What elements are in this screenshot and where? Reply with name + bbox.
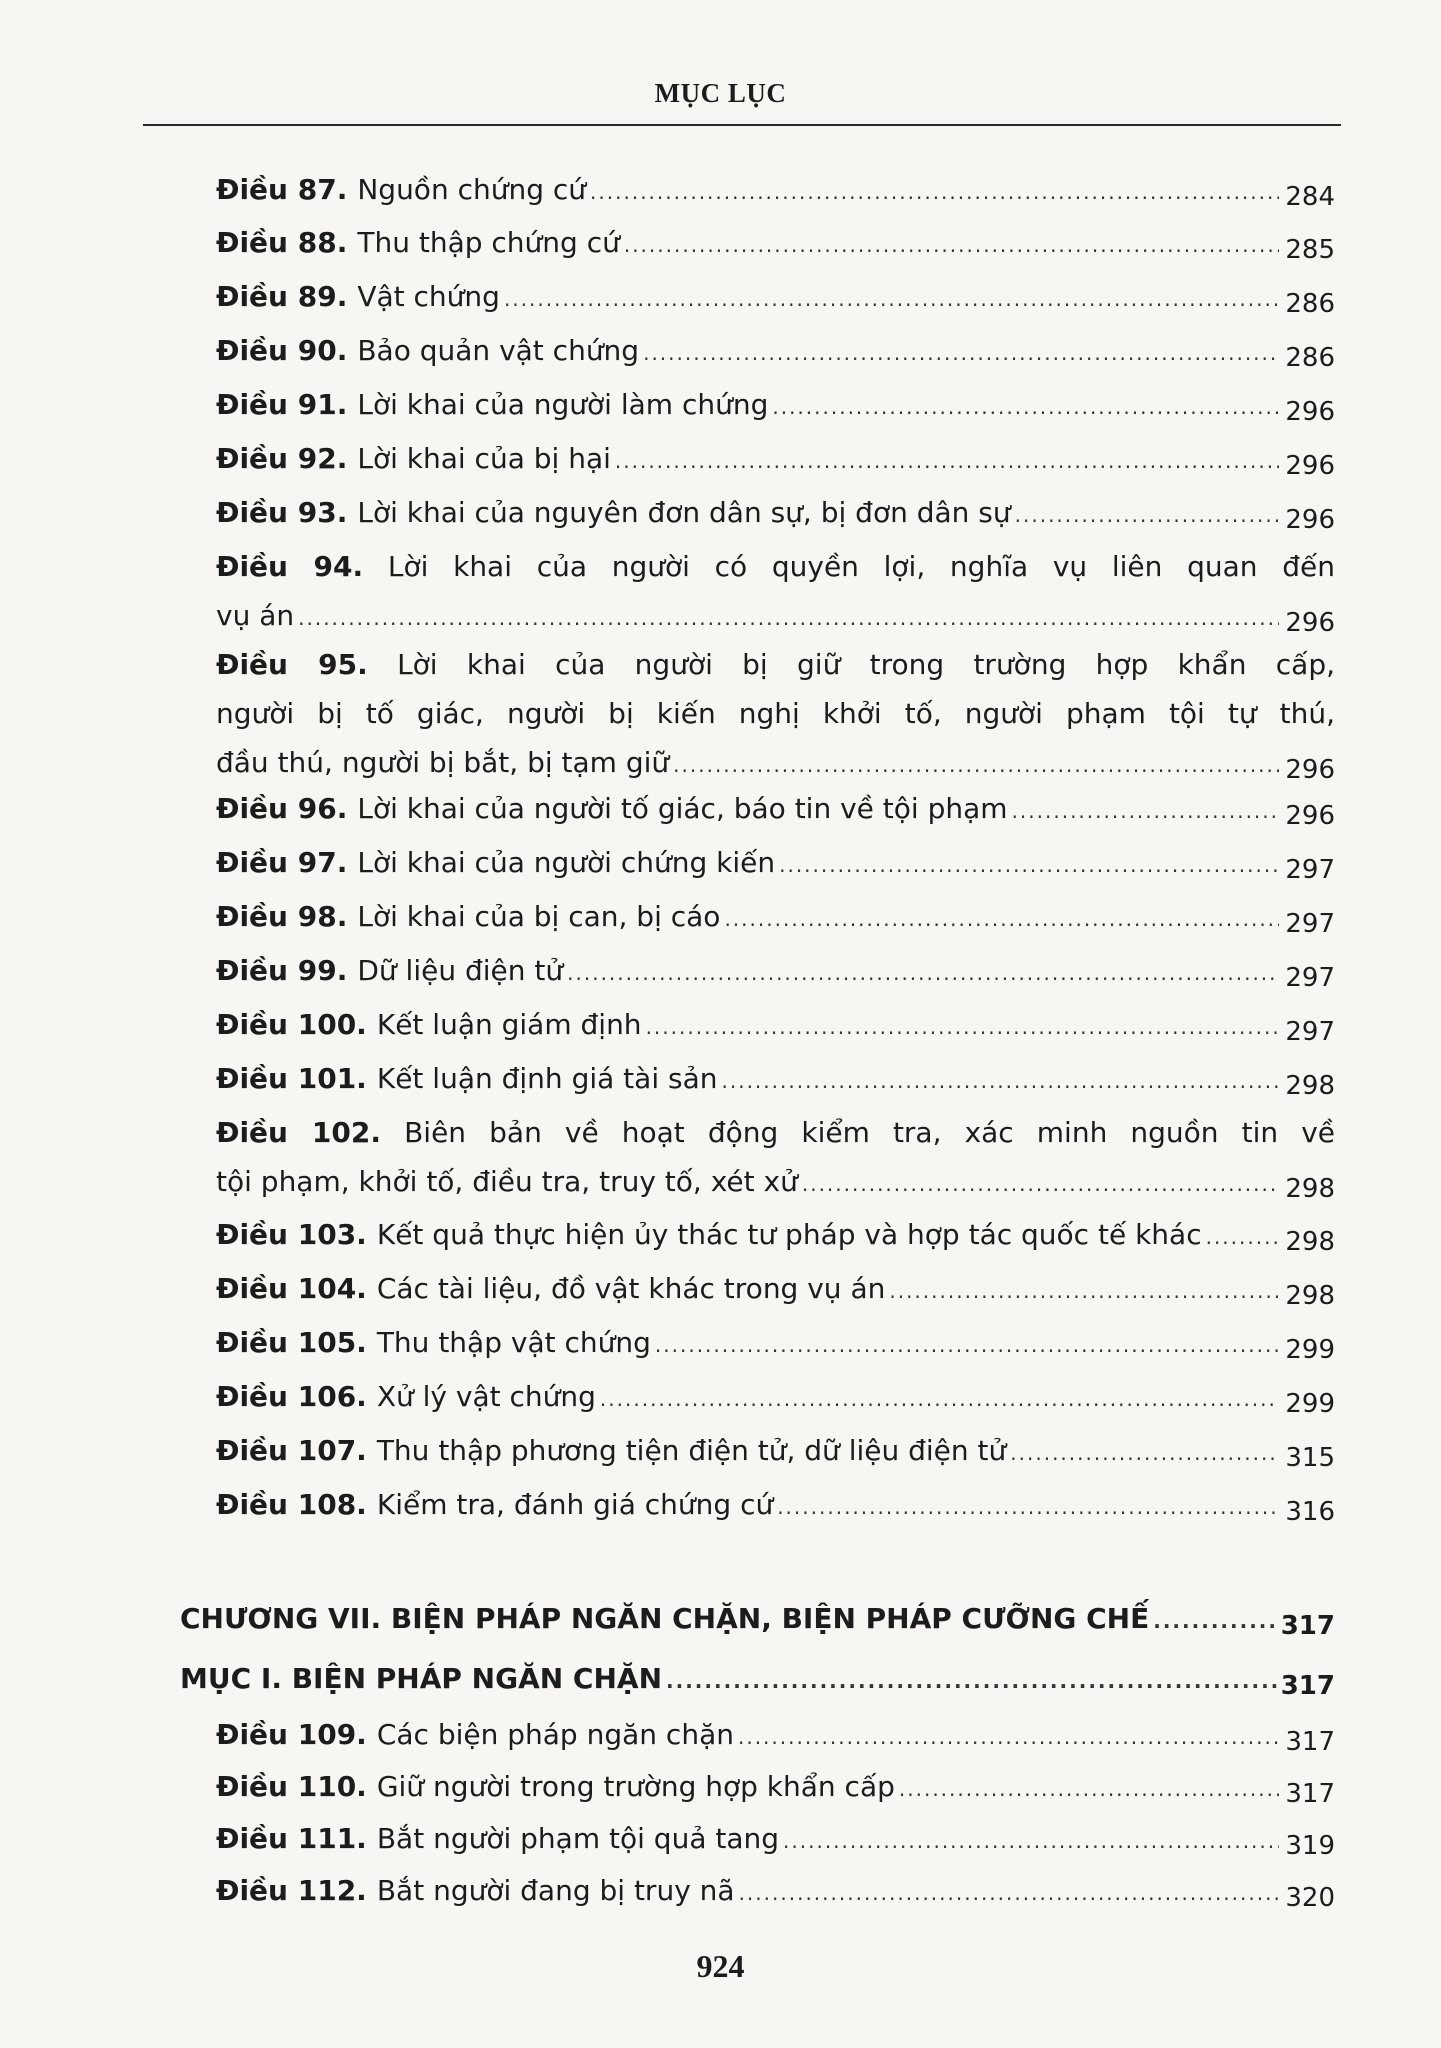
toc-entry-page: 298 — [1285, 1071, 1335, 1101]
toc-entry[interactable] — [216, 640, 1335, 787]
toc-entry[interactable] — [216, 1480, 1335, 1529]
toc-entry-page: 286 — [1285, 289, 1335, 319]
toc-entry-title: Lời khai của nguyên đơn dân sự, bị đơn dân sự — [357, 496, 1011, 529]
toc-entry[interactable] — [216, 892, 1335, 941]
toc-entry-head: Điều 92. — [216, 442, 348, 475]
toc-section-page: 317 — [1280, 1671, 1335, 1701]
toc-entry[interactable] — [216, 165, 1335, 214]
toc-entry-title: Lời khai của bị hại — [357, 442, 611, 475]
toc-entry-title: Biên bản về hoạt động kiểm tra, xác minh nguồn tin về — [404, 1116, 1335, 1149]
toc-entry-head: Điều 90. — [216, 334, 348, 367]
toc-entry-line — [216, 689, 1335, 738]
leader-dots — [590, 168, 1279, 217]
toc-entry-head: Điều 107. — [216, 1434, 367, 1467]
toc-entry-title: Dữ liệu điện tử — [357, 954, 564, 987]
toc-chapter-heading[interactable] — [180, 1594, 1335, 1643]
toc-entry-line — [216, 1108, 1335, 1157]
toc-entry-head: Điều 95. — [216, 648, 368, 681]
toc-entry-title: Bắt người phạm tội quả tang — [376, 1822, 780, 1855]
toc-chapter-page: 317 — [1280, 1611, 1335, 1641]
toc-entry-page: 296 — [1285, 397, 1335, 427]
leader-dots — [1010, 1429, 1279, 1478]
leader-dots — [889, 1267, 1279, 1316]
toc-entry[interactable] — [216, 1762, 1335, 1811]
toc-entry-page: 284 — [1285, 182, 1335, 212]
toc-chapter-title: CHƯƠNG VII. BIỆN PHÁP NGĂN CHẶN, BIỆN PHÁP CƯỠNG CHẾ — [180, 1602, 1150, 1635]
toc-entry[interactable] — [216, 326, 1335, 375]
leader-dots — [504, 275, 1279, 324]
toc-entry-head: Điều 93. — [216, 496, 348, 529]
toc-entry-title: Kết luận định giá tài sản — [376, 1062, 718, 1095]
toc-entry[interactable] — [216, 1710, 1335, 1759]
toc-entry-line — [216, 640, 1335, 689]
toc-entry-head: Điều 102. — [216, 1116, 381, 1149]
toc-entry-head: Điều 87. — [216, 173, 348, 206]
toc-entry[interactable] — [216, 1210, 1335, 1259]
toc-entry-head: Điều 99. — [216, 954, 348, 987]
toc-entry-head: Điều 96. — [216, 792, 348, 825]
toc-entry-title: Bảo quản vật chứng — [357, 334, 640, 367]
toc-entry-title: Lời khai của người có quyền lợi, nghĩa vụ liên quan đến — [387, 550, 1335, 583]
toc-entry-page: 296 — [1285, 801, 1335, 831]
toc-entry-title-cont: vụ án — [216, 599, 295, 632]
toc-entry[interactable] — [216, 838, 1335, 887]
toc-entry-page: 320 — [1285, 1883, 1335, 1913]
toc-entry-head: Điều 88. — [216, 226, 348, 259]
leader-dots — [655, 1321, 1279, 1370]
toc-entry[interactable] — [216, 946, 1335, 995]
toc-entry-page: 297 — [1285, 1017, 1335, 1047]
toc-entry[interactable] — [216, 1264, 1335, 1313]
toc-entry-title: Bắt người đang bị truy nã — [376, 1874, 735, 1907]
toc-entry-head: Điều 103. — [216, 1218, 367, 1251]
toc-entry-head: Điều 111. — [216, 1822, 367, 1855]
toc-entry-page: 316 — [1285, 1497, 1335, 1527]
toc-entry-page: 297 — [1285, 855, 1335, 885]
toc-entry-title-cont: người bị tố giác, người bị kiến nghị khởi tố, người phạm tội tự thú, — [216, 697, 1335, 730]
toc-entry[interactable] — [216, 1426, 1335, 1475]
toc-entry-page: 296 — [1285, 451, 1335, 481]
toc-entry-page: 297 — [1285, 909, 1335, 939]
leader-dots — [772, 383, 1279, 432]
toc-entry-title-cont: tội phạm, khởi tố, điều tra, truy tố, xét xử — [216, 1165, 798, 1198]
toc-entry-title-cont: đầu thú, người bị bắt, bị tạm giữ — [216, 746, 670, 779]
leader-dots — [1012, 787, 1279, 836]
toc-entry-title: Kết luận giám định — [376, 1008, 642, 1041]
toc-entry-page: 297 — [1285, 963, 1335, 993]
toc-entry-head: Điều 98. — [216, 900, 348, 933]
toc-entry-page: 298 — [1285, 1227, 1335, 1257]
toc-entry-page: 299 — [1285, 1389, 1335, 1419]
toc-entry-title: Nguồn chứng cứ — [357, 173, 587, 206]
toc-entry-title: Thu thập chứng cứ — [357, 226, 620, 259]
toc-entry[interactable] — [216, 1108, 1335, 1206]
toc-entry[interactable] — [216, 1866, 1335, 1915]
toc-entry[interactable] — [216, 542, 1335, 640]
toc-entry-page: 299 — [1285, 1335, 1335, 1365]
toc-entry[interactable] — [216, 784, 1335, 833]
leader-dots — [646, 1003, 1279, 1052]
toc-section-title: MỤC I. BIỆN PHÁP NGĂN CHẶN — [180, 1662, 663, 1695]
leader-dots — [1206, 1213, 1279, 1262]
toc-entry-page: 296 — [1285, 755, 1335, 785]
leader-dots — [600, 1375, 1279, 1424]
toc-entry[interactable] — [216, 218, 1335, 267]
toc-entry-head: Điều 101. — [216, 1062, 367, 1095]
toc-entry-page: 285 — [1285, 235, 1335, 265]
leader-dots — [643, 329, 1279, 378]
leader-dots — [777, 1483, 1279, 1532]
toc-entry[interactable] — [216, 380, 1335, 429]
toc-section-heading[interactable] — [180, 1654, 1335, 1703]
leader-dots — [624, 221, 1279, 270]
toc-entry-head: Điều 94. — [216, 550, 364, 583]
toc-entry-title: Lời khai của người làm chứng — [357, 388, 769, 421]
toc-entry-title: Các tài liệu, đồ vật khác trong vụ án — [376, 1272, 886, 1305]
toc-entry[interactable] — [216, 1054, 1335, 1103]
leader-dots — [724, 895, 1279, 944]
toc-entry-head: Điều 100. — [216, 1008, 367, 1041]
toc-entry-title: Lời khai của bị can, bị cáo — [357, 900, 721, 933]
leader-dots — [1153, 1597, 1276, 1646]
page-number: 924 — [696, 1948, 745, 1984]
leader-dots — [298, 594, 1279, 643]
toc-entry[interactable] — [216, 434, 1335, 483]
toc-entry-title: Xử lý vật chứng — [376, 1380, 596, 1413]
toc-entry-head: Điều 109. — [216, 1718, 367, 1751]
leader-dots — [779, 841, 1279, 890]
page-header-title: MỤC LỤC — [654, 78, 787, 108]
leader-dots — [1015, 491, 1279, 540]
toc-entry-page: 315 — [1285, 1443, 1335, 1473]
toc-entry[interactable] — [216, 272, 1335, 321]
toc-entry-head: Điều 106. — [216, 1380, 367, 1413]
toc-entry-page: 317 — [1285, 1727, 1335, 1757]
toc-entry-head: Điều 97. — [216, 846, 348, 879]
toc-entry-page: 296 — [1285, 505, 1335, 535]
toc-entry-title: Kiểm tra, đánh giá chứng cứ — [376, 1488, 774, 1521]
toc-entry-head: Điều 105. — [216, 1326, 367, 1359]
toc-entry-page: 317 — [1285, 1779, 1335, 1809]
toc-entry-line — [216, 542, 1335, 591]
toc-entry-title: Thu thập phương tiện điện tử, dữ liệu điện tử — [376, 1434, 1007, 1467]
leader-dots — [739, 1869, 1279, 1918]
toc-entry[interactable] — [216, 488, 1335, 537]
leader-dots — [722, 1057, 1280, 1106]
toc-entry-head: Điều 112. — [216, 1874, 367, 1907]
toc-entry[interactable] — [216, 1372, 1335, 1421]
toc-entry-title: Lời khai của người bị giữ trong trường hợp khẩn cấp, — [397, 648, 1335, 681]
toc-entry[interactable] — [216, 1318, 1335, 1367]
toc-entry-head: Điều 108. — [216, 1488, 367, 1521]
leader-dots — [783, 1817, 1279, 1866]
toc-entry-head: Điều 110. — [216, 1770, 367, 1803]
leader-dots — [615, 437, 1279, 486]
toc-entry-title: Giữ người trong trường hợp khẩn cấp — [376, 1770, 895, 1803]
header-rule — [143, 124, 1341, 126]
toc-entry-title: Lời khai của người chứng kiến — [357, 846, 776, 879]
toc-entry-page: 296 — [1285, 608, 1335, 638]
toc-entry-page: 286 — [1285, 343, 1335, 373]
leader-dots — [738, 1713, 1279, 1762]
toc-entry-head: Điều 89. — [216, 280, 348, 313]
leader-dots — [567, 949, 1279, 998]
toc-entry-page: 298 — [1285, 1281, 1335, 1311]
toc-entry-title: Các biện pháp ngăn chặn — [376, 1718, 734, 1751]
toc-entry[interactable] — [216, 1000, 1335, 1049]
leader-dots — [802, 1160, 1279, 1209]
toc-entry-head: Điều 91. — [216, 388, 348, 421]
toc-entry[interactable] — [216, 1814, 1335, 1863]
leader-dots — [666, 1657, 1277, 1706]
toc-entry-title: Thu thập vật chứng — [376, 1326, 651, 1359]
leader-dots — [673, 741, 1279, 790]
leader-dots — [899, 1765, 1279, 1814]
toc-entry-head: Điều 104. — [216, 1272, 367, 1305]
toc-entry-page: 319 — [1285, 1831, 1335, 1861]
toc-entry-page: 298 — [1285, 1174, 1335, 1204]
toc-entry-title: Vật chứng — [357, 280, 500, 313]
toc-entry-title: Lời khai của người tố giác, báo tin về tội phạm — [357, 792, 1008, 825]
toc-entry-title: Kết quả thực hiện ủy thác tư pháp và hợp tác quốc tế khác — [376, 1218, 1202, 1251]
